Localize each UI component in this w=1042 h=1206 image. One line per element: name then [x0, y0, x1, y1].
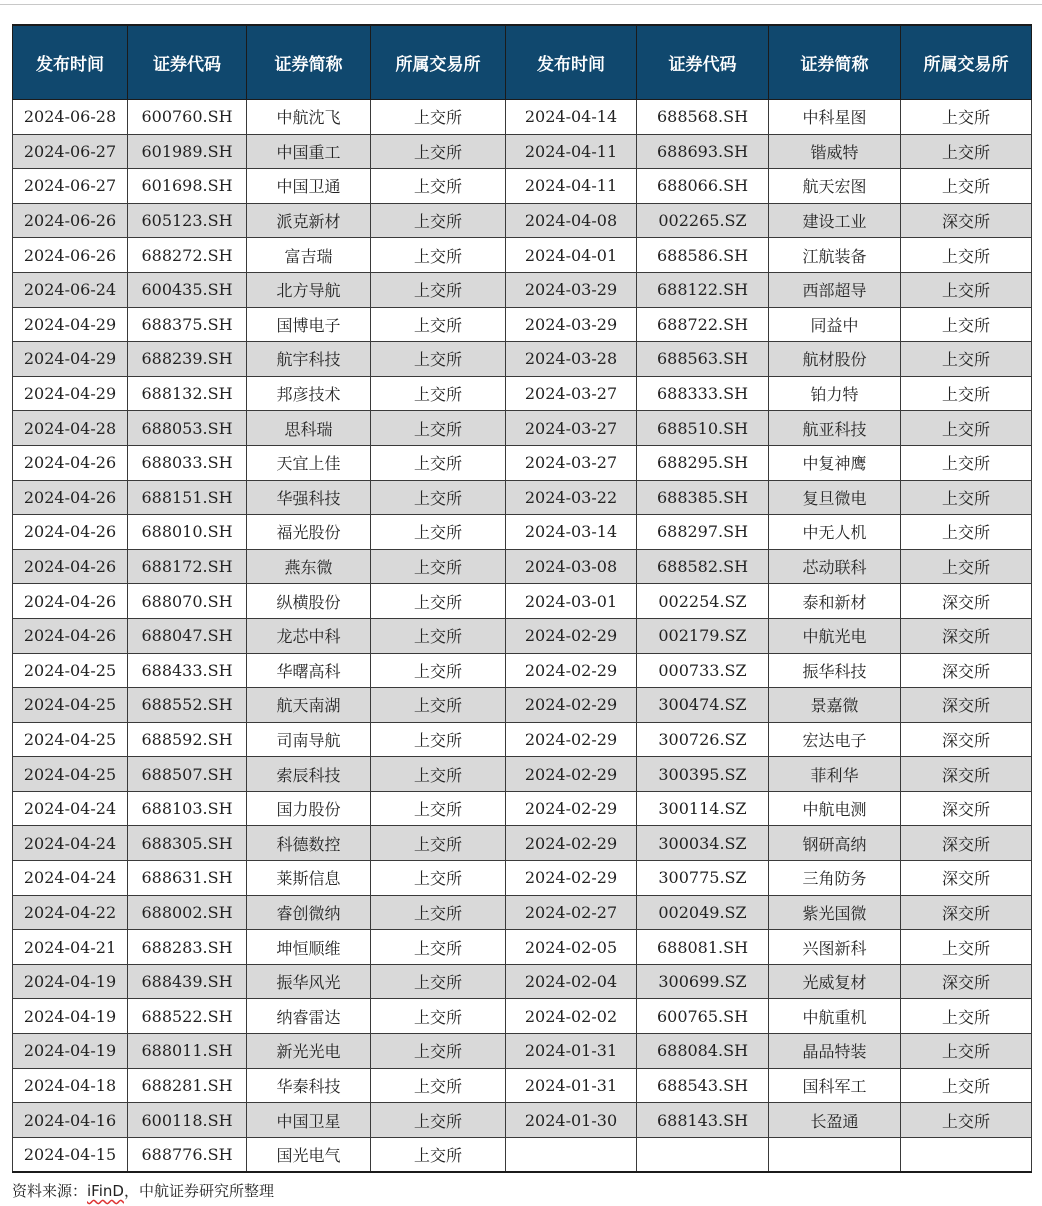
cell-publish-date: 2024-04-25 [13, 722, 128, 757]
table-row [13, 722, 1032, 757]
cell-security-code-2: 688295.SH [637, 445, 769, 480]
table-row [13, 618, 1032, 653]
cell-exchange-2: 上交所 [901, 515, 1032, 550]
cell-exchange: 上交所 [371, 100, 506, 135]
cell-security-code-2: 688297.SH [637, 515, 769, 550]
cell-publish-date: 2024-04-26 [13, 445, 128, 480]
table-row [13, 238, 1032, 273]
cell-exchange: 上交所 [371, 722, 506, 757]
cell-exchange-2: 深交所 [901, 964, 1032, 999]
cell-publish-date: 2024-04-24 [13, 826, 128, 861]
cell-security-code: 688239.SH [128, 342, 247, 377]
cell-exchange: 上交所 [371, 203, 506, 238]
cell-exchange-2: 上交所 [901, 272, 1032, 307]
cell-publish-date: 2024-04-25 [13, 757, 128, 792]
cell-security-name-2: 中航重机 [769, 999, 901, 1034]
cell-security-code: 688103.SH [128, 791, 247, 826]
cell-security-name-2: 景嘉微 [769, 688, 901, 723]
cell-security-code: 688132.SH [128, 376, 247, 411]
cell-security-code-2: 688066.SH [637, 169, 769, 204]
cell-security-name-2: 长盈通 [769, 1103, 901, 1138]
cell-security-code-2: 300775.SZ [637, 861, 769, 896]
cell-publish-date-2: 2024-03-01 [506, 584, 637, 619]
cell-security-name: 中国卫星 [247, 1103, 371, 1138]
cell-exchange-2: 上交所 [901, 480, 1032, 515]
table-row [13, 411, 1032, 446]
cell-security-name: 纳睿雷达 [247, 999, 371, 1034]
cell-security-name: 派克新材 [247, 203, 371, 238]
cell-exchange: 上交所 [371, 307, 506, 342]
table-row [13, 999, 1032, 1034]
cell-exchange-2: 深交所 [901, 722, 1032, 757]
table-row [13, 342, 1032, 377]
table-row [13, 895, 1032, 930]
source-prefix: 资料来源： [12, 1182, 88, 1200]
table-row [13, 376, 1032, 411]
cell-security-code-2: 688333.SH [637, 376, 769, 411]
cell-security-code-2: 300699.SZ [637, 964, 769, 999]
cell-security-code-2: 688543.SH [637, 1068, 769, 1103]
cell-security-code: 688011.SH [128, 1034, 247, 1069]
cell-publish-date: 2024-06-26 [13, 238, 128, 273]
table-row [13, 791, 1032, 826]
cell-publish-date-2: 2024-03-29 [506, 307, 637, 342]
cell-exchange: 上交所 [371, 653, 506, 688]
table-body [13, 100, 1032, 1173]
cell-publish-date: 2024-04-25 [13, 688, 128, 723]
cell-publish-date-2: 2024-02-29 [506, 791, 637, 826]
cell-publish-date-2 [506, 1137, 637, 1172]
cell-exchange-2: 深交所 [901, 203, 1032, 238]
cell-security-code-2: 688122.SH [637, 272, 769, 307]
cell-exchange-2: 深交所 [901, 757, 1032, 792]
cell-exchange-2: 上交所 [901, 342, 1032, 377]
source-brand: iFinD [87, 1182, 124, 1200]
cell-publish-date-2: 2024-04-14 [506, 100, 637, 135]
cell-publish-date: 2024-04-18 [13, 1068, 128, 1103]
cell-publish-date: 2024-04-26 [13, 618, 128, 653]
cell-exchange: 上交所 [371, 791, 506, 826]
cell-security-name-2: 航亚科技 [769, 411, 901, 446]
table-row [13, 307, 1032, 342]
cell-security-name: 司南导航 [247, 722, 371, 757]
cell-publish-date-2: 2024-04-01 [506, 238, 637, 273]
cell-exchange: 上交所 [371, 134, 506, 169]
table-row [13, 1103, 1032, 1138]
cell-security-name-2: 江航装备 [769, 238, 901, 273]
cell-publish-date-2: 2024-02-29 [506, 653, 637, 688]
table-row [13, 480, 1032, 515]
cell-security-name: 睿创微纳 [247, 895, 371, 930]
cell-security-code: 605123.SH [128, 203, 247, 238]
cell-publish-date-2: 2024-02-29 [506, 757, 637, 792]
cell-publish-date-2: 2024-01-30 [506, 1103, 637, 1138]
cell-exchange-2: 上交所 [901, 376, 1032, 411]
cell-publish-date-2: 2024-03-08 [506, 549, 637, 584]
header-security-name: 证券简称 [247, 25, 371, 100]
cell-publish-date: 2024-06-27 [13, 169, 128, 204]
cell-publish-date-2: 2024-02-29 [506, 861, 637, 896]
cell-publish-date: 2024-04-26 [13, 515, 128, 550]
cell-security-code: 688010.SH [128, 515, 247, 550]
cell-security-code: 688047.SH [128, 618, 247, 653]
cell-security-code-2: 688693.SH [637, 134, 769, 169]
cell-security-code-2: 688081.SH [637, 930, 769, 965]
cell-security-name-2: 航材股份 [769, 342, 901, 377]
cell-security-name: 福光股份 [247, 515, 371, 550]
cell-security-name-2: 宏达电子 [769, 722, 901, 757]
cell-security-name-2: 中航光电 [769, 618, 901, 653]
cell-security-name-2 [769, 1137, 901, 1172]
cell-exchange: 上交所 [371, 376, 506, 411]
cell-security-name-2: 建设工业 [769, 203, 901, 238]
cell-exchange-2: 上交所 [901, 999, 1032, 1034]
cell-security-code-2: 688510.SH [637, 411, 769, 446]
table-container [12, 24, 1032, 1173]
cell-security-name: 华曙高科 [247, 653, 371, 688]
table-row [13, 445, 1032, 480]
cell-security-code-2: 002049.SZ [637, 895, 769, 930]
cell-security-name: 龙芯中科 [247, 618, 371, 653]
cell-exchange: 上交所 [371, 411, 506, 446]
cell-exchange: 上交所 [371, 1137, 506, 1172]
cell-security-code-2: 300395.SZ [637, 757, 769, 792]
cell-security-name-2: 中科星图 [769, 100, 901, 135]
cell-security-name: 天宜上佳 [247, 445, 371, 480]
table-row [13, 757, 1032, 792]
table-row [13, 964, 1032, 999]
cell-exchange-2: 上交所 [901, 169, 1032, 204]
cell-publish-date: 2024-04-21 [13, 930, 128, 965]
cell-exchange-2: 深交所 [901, 861, 1032, 896]
cell-exchange-2: 深交所 [901, 618, 1032, 653]
header-security-code: 证券代码 [128, 25, 247, 100]
cell-security-code: 601989.SH [128, 134, 247, 169]
table-row [13, 688, 1032, 723]
cell-exchange: 上交所 [371, 757, 506, 792]
header-publish-date: 发布时间 [13, 25, 128, 100]
cell-publish-date-2: 2024-03-28 [506, 342, 637, 377]
cell-exchange-2: 上交所 [901, 1103, 1032, 1138]
cell-publish-date-2: 2024-04-11 [506, 169, 637, 204]
header-security-name-2: 证券简称 [769, 25, 901, 100]
cell-security-code: 600118.SH [128, 1103, 247, 1138]
table-row [13, 515, 1032, 550]
table-row [13, 1137, 1032, 1172]
cell-security-name: 航天南湖 [247, 688, 371, 723]
cell-publish-date: 2024-06-27 [13, 134, 128, 169]
cell-security-code: 688439.SH [128, 964, 247, 999]
cell-exchange: 上交所 [371, 999, 506, 1034]
cell-publish-date: 2024-04-26 [13, 549, 128, 584]
cell-exchange-2: 上交所 [901, 238, 1032, 273]
cell-security-code-2: 002254.SZ [637, 584, 769, 619]
cell-security-code: 688033.SH [128, 445, 247, 480]
cell-security-name: 思科瑞 [247, 411, 371, 446]
cell-security-code-2: 688582.SH [637, 549, 769, 584]
source-suffix: ，中航证券研究所整理 [123, 1182, 274, 1200]
cell-exchange-2: 深交所 [901, 826, 1032, 861]
cell-publish-date: 2024-04-24 [13, 791, 128, 826]
cell-exchange: 上交所 [371, 826, 506, 861]
cell-exchange: 上交所 [371, 169, 506, 204]
cell-exchange-2: 深交所 [901, 895, 1032, 930]
cell-exchange-2: 深交所 [901, 688, 1032, 723]
cell-security-name-2: 钢研高纳 [769, 826, 901, 861]
cell-publish-date: 2024-04-26 [13, 480, 128, 515]
cell-security-code-2: 300114.SZ [637, 791, 769, 826]
cell-publish-date: 2024-04-22 [13, 895, 128, 930]
cell-publish-date: 2024-06-28 [13, 100, 128, 135]
cell-publish-date-2: 2024-03-14 [506, 515, 637, 550]
cell-exchange: 上交所 [371, 342, 506, 377]
cell-exchange: 上交所 [371, 688, 506, 723]
cell-exchange: 上交所 [371, 272, 506, 307]
header-publish-date-2: 发布时间 [506, 25, 637, 100]
cell-publish-date-2: 2024-02-29 [506, 688, 637, 723]
header-exchange-2: 所属交易所 [901, 25, 1032, 100]
cell-security-name: 富吉瑞 [247, 238, 371, 273]
cell-security-name-2: 复旦微电 [769, 480, 901, 515]
cell-security-name: 索辰科技 [247, 757, 371, 792]
cell-security-name-2: 锴威特 [769, 134, 901, 169]
cell-publish-date: 2024-04-16 [13, 1103, 128, 1138]
cell-security-name-2: 三角防务 [769, 861, 901, 896]
cell-publish-date-2: 2024-01-31 [506, 1034, 637, 1069]
cell-security-name-2: 中复神鹰 [769, 445, 901, 480]
cell-exchange: 上交所 [371, 930, 506, 965]
cell-exchange-2: 深交所 [901, 791, 1032, 826]
cell-publish-date: 2024-04-26 [13, 584, 128, 619]
table-header-row [13, 25, 1032, 100]
cell-security-name: 国光电气 [247, 1137, 371, 1172]
cell-security-code-2: 688084.SH [637, 1034, 769, 1069]
cell-publish-date: 2024-04-19 [13, 1034, 128, 1069]
cell-publish-date-2: 2024-02-02 [506, 999, 637, 1034]
cell-security-name-2: 芯动联科 [769, 549, 901, 584]
cell-exchange: 上交所 [371, 480, 506, 515]
cell-security-code: 688283.SH [128, 930, 247, 965]
cell-security-code: 601698.SH [128, 169, 247, 204]
cell-security-code: 688151.SH [128, 480, 247, 515]
cell-security-code: 688305.SH [128, 826, 247, 861]
header-exchange: 所属交易所 [371, 25, 506, 100]
table-row [13, 100, 1032, 135]
cell-security-name-2: 晶品特装 [769, 1034, 901, 1069]
cell-security-name-2: 同益中 [769, 307, 901, 342]
cell-security-code: 688053.SH [128, 411, 247, 446]
cell-exchange: 上交所 [371, 861, 506, 896]
cell-exchange: 上交所 [371, 1034, 506, 1069]
stock-announcement-table [12, 24, 1032, 1173]
cell-exchange-2: 上交所 [901, 549, 1032, 584]
table-row [13, 861, 1032, 896]
cell-publish-date-2: 2024-03-29 [506, 272, 637, 307]
cell-security-code: 688375.SH [128, 307, 247, 342]
cell-security-code: 688070.SH [128, 584, 247, 619]
table-row [13, 203, 1032, 238]
table-row [13, 826, 1032, 861]
cell-security-name: 邦彦技术 [247, 376, 371, 411]
cell-security-code-2 [637, 1137, 769, 1172]
cell-security-code: 688272.SH [128, 238, 247, 273]
cell-security-code-2: 002179.SZ [637, 618, 769, 653]
cell-security-code-2: 688568.SH [637, 100, 769, 135]
cell-security-name-2: 泰和新材 [769, 584, 901, 619]
cell-security-name: 新光光电 [247, 1034, 371, 1069]
cell-security-name-2: 菲利华 [769, 757, 901, 792]
cell-publish-date-2: 2024-01-31 [506, 1068, 637, 1103]
cell-publish-date-2: 2024-03-27 [506, 411, 637, 446]
cell-security-code: 688281.SH [128, 1068, 247, 1103]
table-row [13, 1034, 1032, 1069]
cell-security-code-2: 600765.SH [637, 999, 769, 1034]
cell-security-name: 北方导航 [247, 272, 371, 307]
cell-publish-date: 2024-06-26 [13, 203, 128, 238]
cell-security-code-2: 002265.SZ [637, 203, 769, 238]
cell-security-name: 振华风光 [247, 964, 371, 999]
cell-publish-date: 2024-04-19 [13, 964, 128, 999]
cell-security-name-2: 中无人机 [769, 515, 901, 550]
cell-security-code-2: 300474.SZ [637, 688, 769, 723]
cell-security-name-2: 西部超导 [769, 272, 901, 307]
cell-security-name: 莱斯信息 [247, 861, 371, 896]
cell-security-name-2: 兴图新科 [769, 930, 901, 965]
cell-security-name: 航宇科技 [247, 342, 371, 377]
cell-security-name: 中国卫通 [247, 169, 371, 204]
cell-exchange: 上交所 [371, 618, 506, 653]
cell-security-name: 华强科技 [247, 480, 371, 515]
cell-exchange: 上交所 [371, 238, 506, 273]
table-row [13, 272, 1032, 307]
cell-publish-date: 2024-04-19 [13, 999, 128, 1034]
cell-security-code-2: 688722.SH [637, 307, 769, 342]
cell-exchange-2 [901, 1137, 1032, 1172]
cell-publish-date-2: 2024-02-27 [506, 895, 637, 930]
cell-security-code-2: 688563.SH [637, 342, 769, 377]
cell-security-code: 688522.SH [128, 999, 247, 1034]
cell-publish-date-2: 2024-02-05 [506, 930, 637, 965]
cell-publish-date-2: 2024-02-29 [506, 618, 637, 653]
cell-publish-date-2: 2024-04-08 [506, 203, 637, 238]
cell-exchange-2: 深交所 [901, 653, 1032, 688]
cell-security-code-2: 300034.SZ [637, 826, 769, 861]
cell-exchange-2: 上交所 [901, 307, 1032, 342]
cell-security-name-2: 光威复材 [769, 964, 901, 999]
cell-security-code-2: 688143.SH [637, 1103, 769, 1138]
header-security-code-2: 证券代码 [637, 25, 769, 100]
cell-publish-date-2: 2024-02-29 [506, 722, 637, 757]
cell-security-code: 688433.SH [128, 653, 247, 688]
table-row [13, 1068, 1032, 1103]
cell-publish-date: 2024-04-29 [13, 342, 128, 377]
cell-exchange-2: 上交所 [901, 1068, 1032, 1103]
cell-publish-date-2: 2024-02-04 [506, 964, 637, 999]
cell-publish-date: 2024-04-15 [13, 1137, 128, 1172]
cell-security-name: 坤恒顺维 [247, 930, 371, 965]
cell-exchange: 上交所 [371, 549, 506, 584]
cell-security-name-2: 航天宏图 [769, 169, 901, 204]
cell-security-code-2: 300726.SZ [637, 722, 769, 757]
cell-exchange-2: 深交所 [901, 584, 1032, 619]
cell-exchange-2: 上交所 [901, 411, 1032, 446]
cell-exchange: 上交所 [371, 1068, 506, 1103]
cell-security-name-2: 国科军工 [769, 1068, 901, 1103]
cell-exchange-2: 上交所 [901, 930, 1032, 965]
cell-exchange: 上交所 [371, 964, 506, 999]
cell-security-code: 600760.SH [128, 100, 247, 135]
cell-security-name: 国博电子 [247, 307, 371, 342]
cell-security-name: 国力股份 [247, 791, 371, 826]
cell-security-name-2: 铂力特 [769, 376, 901, 411]
cell-exchange-2: 上交所 [901, 1034, 1032, 1069]
cell-security-name-2: 紫光国微 [769, 895, 901, 930]
table-row [13, 549, 1032, 584]
cell-security-name: 中国重工 [247, 134, 371, 169]
cell-publish-date-2: 2024-03-27 [506, 445, 637, 480]
cell-exchange: 上交所 [371, 584, 506, 619]
cell-publish-date-2: 2024-03-22 [506, 480, 637, 515]
cell-security-name: 科德数控 [247, 826, 371, 861]
cell-publish-date-2: 2024-04-11 [506, 134, 637, 169]
cell-security-code: 688507.SH [128, 757, 247, 792]
cell-security-code: 688002.SH [128, 895, 247, 930]
cell-exchange-2: 上交所 [901, 445, 1032, 480]
cell-security-code: 688592.SH [128, 722, 247, 757]
cell-security-code-2: 688385.SH [637, 480, 769, 515]
table-row [13, 169, 1032, 204]
cell-publish-date-2: 2024-02-29 [506, 826, 637, 861]
table-row [13, 653, 1032, 688]
cell-security-code: 688172.SH [128, 549, 247, 584]
table-row [13, 584, 1032, 619]
cell-exchange: 上交所 [371, 895, 506, 930]
cell-exchange: 上交所 [371, 1103, 506, 1138]
cell-security-name: 纵横股份 [247, 584, 371, 619]
cell-publish-date: 2024-04-29 [13, 376, 128, 411]
cell-publish-date: 2024-04-25 [13, 653, 128, 688]
cell-publish-date: 2024-04-29 [13, 307, 128, 342]
cell-publish-date: 2024-04-28 [13, 411, 128, 446]
top-divider [0, 4, 1042, 5]
cell-security-code-2: 688586.SH [637, 238, 769, 273]
cell-security-name: 华秦科技 [247, 1068, 371, 1103]
source-note [12, 1180, 274, 1201]
cell-security-name-2: 中航电测 [769, 791, 901, 826]
cell-security-code-2: 000733.SZ [637, 653, 769, 688]
cell-exchange: 上交所 [371, 445, 506, 480]
cell-exchange-2: 上交所 [901, 134, 1032, 169]
cell-exchange-2: 上交所 [901, 100, 1032, 135]
cell-security-name: 燕东微 [247, 549, 371, 584]
table-row [13, 930, 1032, 965]
cell-security-code: 688552.SH [128, 688, 247, 723]
cell-security-name-2: 振华科技 [769, 653, 901, 688]
cell-security-code: 688631.SH [128, 861, 247, 896]
cell-publish-date: 2024-06-24 [13, 272, 128, 307]
table-row [13, 134, 1032, 169]
cell-security-name: 中航沈飞 [247, 100, 371, 135]
cell-security-code: 688776.SH [128, 1137, 247, 1172]
cell-security-code: 600435.SH [128, 272, 247, 307]
cell-publish-date-2: 2024-03-27 [506, 376, 637, 411]
cell-exchange: 上交所 [371, 515, 506, 550]
cell-publish-date: 2024-04-24 [13, 861, 128, 896]
